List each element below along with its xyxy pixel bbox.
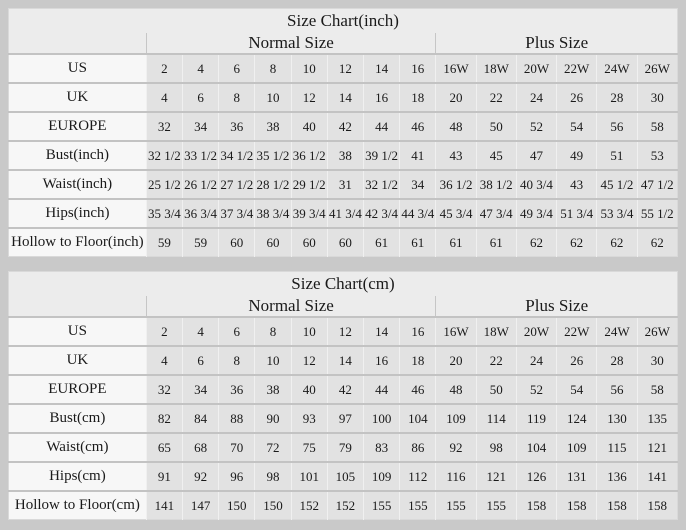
size-cell: 26W	[637, 54, 678, 83]
size-cell: 45 1/2	[597, 170, 637, 199]
size-cell: 48	[436, 375, 476, 404]
size-chart-inch-section	[8, 8, 678, 257]
size-cell: 12	[291, 83, 327, 112]
row-label: EUROPE	[9, 112, 147, 141]
size-cell: 38	[255, 375, 291, 404]
size-cell: 36 3/4	[182, 199, 218, 228]
size-cell: 22W	[557, 317, 597, 346]
size-cell: 4	[183, 317, 219, 346]
size-cell: 20W	[516, 54, 556, 83]
size-cell: 25 1/2	[146, 170, 182, 199]
size-cell: 34 1/2	[219, 141, 255, 170]
size-cell: 42 3/4	[364, 199, 400, 228]
size-cell: 155	[364, 491, 400, 520]
size-cell: 70	[219, 433, 255, 462]
size-cell: 44	[364, 375, 400, 404]
row-label: Bust(inch)	[9, 141, 147, 170]
size-cell: 60	[219, 228, 255, 257]
size-cell: 30	[637, 346, 677, 375]
row-label: Waist(inch)	[9, 170, 147, 199]
size-cell: 105	[327, 462, 363, 491]
size-cell: 119	[516, 404, 556, 433]
group-header-normal: Normal Size	[146, 33, 436, 54]
size-cell: 52	[516, 375, 556, 404]
size-cell: 35 3/4	[146, 199, 182, 228]
size-cell: 40	[291, 375, 327, 404]
size-cell: 41	[400, 141, 436, 170]
size-cell: 62	[597, 228, 637, 257]
table-row	[9, 317, 678, 346]
size-cell: 22W	[557, 54, 597, 83]
table-row	[9, 346, 678, 375]
size-cell: 2	[146, 54, 182, 83]
size-cell: 150	[255, 491, 291, 520]
table-row	[9, 54, 678, 83]
size-cell: 79	[327, 433, 363, 462]
size-cell: 20	[436, 83, 476, 112]
size-cell: 53	[637, 141, 678, 170]
size-cell: 26W	[637, 317, 677, 346]
size-cell: 2	[146, 317, 182, 346]
table-row	[9, 83, 678, 112]
size-cell: 55 1/2	[637, 199, 678, 228]
size-cell: 158	[597, 491, 637, 520]
size-cell: 4	[146, 83, 182, 112]
size-cell: 20W	[516, 317, 556, 346]
size-cell: 51	[597, 141, 637, 170]
size-cell: 34	[182, 112, 218, 141]
size-cell: 8	[219, 346, 255, 375]
table-row	[9, 462, 678, 491]
size-cell: 126	[516, 462, 556, 491]
size-cell: 61	[436, 228, 476, 257]
size-cell: 59	[182, 228, 218, 257]
size-cell: 36	[219, 375, 255, 404]
size-cell: 130	[597, 404, 637, 433]
size-cell: 6	[183, 346, 219, 375]
size-cell: 38	[255, 112, 291, 141]
size-cell: 26	[557, 346, 597, 375]
size-cell: 97	[327, 404, 363, 433]
row-label: Hips(cm)	[9, 462, 147, 491]
size-cell: 36	[219, 112, 255, 141]
size-cell: 121	[637, 433, 677, 462]
size-cell: 43	[436, 141, 476, 170]
size-cell: 4	[146, 346, 182, 375]
row-label: EUROPE	[9, 375, 147, 404]
table-row	[9, 375, 678, 404]
size-cell: 114	[476, 404, 516, 433]
size-cell: 101	[291, 462, 327, 491]
size-cell: 18	[400, 83, 436, 112]
size-cell: 109	[364, 462, 400, 491]
corner-cell	[9, 296, 147, 317]
table-title: Size Chart(cm)	[9, 272, 678, 297]
size-cell: 12	[327, 54, 363, 83]
size-cell: 88	[219, 404, 255, 433]
size-cell: 16	[364, 346, 400, 375]
size-cell: 8	[255, 54, 291, 83]
size-cell: 16W	[436, 317, 476, 346]
size-cell: 47	[516, 141, 556, 170]
row-label: Hollow to Floor(cm)	[9, 491, 147, 520]
row-label: Bust(cm)	[9, 404, 147, 433]
size-cell: 36 1/2	[291, 141, 327, 170]
size-cell: 6	[182, 83, 218, 112]
size-cell: 61	[476, 228, 516, 257]
size-cell: 36 1/2	[436, 170, 476, 199]
size-cell: 92	[436, 433, 476, 462]
size-cell: 65	[146, 433, 182, 462]
size-cell: 93	[291, 404, 327, 433]
size-cell: 43	[557, 170, 597, 199]
size-cell: 92	[183, 462, 219, 491]
size-cell: 14	[327, 346, 363, 375]
size-cell: 112	[400, 462, 436, 491]
size-cell: 20	[436, 346, 476, 375]
size-cell: 58	[637, 112, 678, 141]
size-cell: 53 3/4	[597, 199, 637, 228]
row-label: US	[9, 54, 147, 83]
size-cell: 49 3/4	[516, 199, 556, 228]
size-cell: 152	[327, 491, 363, 520]
group-header-normal: Normal Size	[146, 296, 436, 317]
size-cell: 56	[597, 112, 637, 141]
size-cell: 60	[327, 228, 363, 257]
title-row	[9, 272, 678, 297]
size-cell: 33 1/2	[182, 141, 218, 170]
size-cell: 91	[146, 462, 182, 491]
size-cell: 58	[637, 375, 677, 404]
size-cell: 83	[364, 433, 400, 462]
size-cell: 32	[146, 112, 182, 141]
size-cell: 121	[476, 462, 516, 491]
size-cell: 16	[400, 54, 436, 83]
size-cell: 32	[146, 375, 182, 404]
size-cell: 10	[291, 54, 327, 83]
size-cell: 34	[183, 375, 219, 404]
size-cell: 38 1/2	[476, 170, 516, 199]
size-table	[8, 271, 678, 520]
size-cell: 141	[146, 491, 182, 520]
size-cell: 37 3/4	[219, 199, 255, 228]
size-cell: 14	[364, 317, 400, 346]
size-cell: 48	[436, 112, 476, 141]
size-cell: 46	[400, 375, 436, 404]
size-cell: 86	[400, 433, 436, 462]
size-cell: 147	[183, 491, 219, 520]
size-chart-cm-section	[8, 271, 678, 520]
size-cell: 45	[476, 141, 516, 170]
row-label: US	[9, 317, 147, 346]
size-cell: 158	[516, 491, 556, 520]
size-cell: 82	[146, 404, 182, 433]
size-cell: 56	[597, 375, 637, 404]
table-row	[9, 228, 678, 257]
size-cell: 22	[476, 83, 516, 112]
title-row	[9, 9, 678, 34]
size-cell: 32 1/2	[364, 170, 400, 199]
size-cell: 28	[597, 346, 637, 375]
size-cell: 26 1/2	[182, 170, 218, 199]
size-cell: 39 1/2	[364, 141, 400, 170]
size-cell: 44	[364, 112, 400, 141]
table-title: Size Chart(inch)	[9, 9, 678, 34]
size-cell: 38 3/4	[255, 199, 291, 228]
corner-cell	[9, 33, 147, 54]
size-cell: 31	[327, 170, 363, 199]
table-row	[9, 199, 678, 228]
size-cell: 124	[557, 404, 597, 433]
size-cell: 52	[516, 112, 556, 141]
group-header-row	[9, 33, 678, 54]
size-cell: 51 3/4	[557, 199, 597, 228]
row-label: Waist(cm)	[9, 433, 147, 462]
size-cell: 96	[219, 462, 255, 491]
size-cell: 8	[219, 83, 255, 112]
size-cell: 16W	[436, 54, 476, 83]
size-cell: 50	[476, 112, 516, 141]
size-cell: 6	[219, 317, 255, 346]
size-cell: 109	[436, 404, 476, 433]
table-row	[9, 141, 678, 170]
group-header-row	[9, 296, 678, 317]
size-cell: 98	[255, 462, 291, 491]
size-cell: 24	[516, 83, 556, 112]
size-cell: 29 1/2	[291, 170, 327, 199]
size-cell: 68	[183, 433, 219, 462]
size-cell: 8	[255, 317, 291, 346]
size-cell: 28	[597, 83, 637, 112]
size-cell: 40 3/4	[516, 170, 556, 199]
size-cell: 28 1/2	[255, 170, 291, 199]
size-cell: 32 1/2	[146, 141, 182, 170]
size-cell: 116	[436, 462, 476, 491]
size-cell: 158	[637, 491, 677, 520]
size-cell: 24	[516, 346, 556, 375]
size-cell: 60	[255, 228, 291, 257]
size-cell: 49	[557, 141, 597, 170]
size-cell: 40	[291, 112, 327, 141]
size-cell: 54	[557, 375, 597, 404]
group-header-plus: Plus Size	[436, 296, 678, 317]
size-cell: 18W	[476, 54, 516, 83]
size-cell: 45 3/4	[436, 199, 476, 228]
size-cell: 141	[637, 462, 677, 491]
group-header-plus: Plus Size	[436, 33, 678, 54]
size-cell: 47 1/2	[637, 170, 678, 199]
size-cell: 61	[364, 228, 400, 257]
size-cell: 46	[400, 112, 436, 141]
size-cell: 109	[557, 433, 597, 462]
size-cell: 12	[291, 346, 327, 375]
size-table	[8, 8, 678, 257]
size-cell: 50	[476, 375, 516, 404]
size-cell: 155	[400, 491, 436, 520]
size-cell: 47 3/4	[476, 199, 516, 228]
size-cell: 14	[327, 83, 363, 112]
size-cell: 42	[327, 375, 363, 404]
size-cell: 10	[291, 317, 327, 346]
size-cell: 35 1/2	[255, 141, 291, 170]
size-cell: 12	[327, 317, 363, 346]
size-cell: 6	[219, 54, 255, 83]
size-cell: 136	[597, 462, 637, 491]
row-label: Hips(inch)	[9, 199, 147, 228]
size-cell: 84	[183, 404, 219, 433]
size-cell: 30	[637, 83, 678, 112]
size-cell: 27 1/2	[219, 170, 255, 199]
table-row	[9, 112, 678, 141]
size-cell: 24W	[597, 317, 637, 346]
size-cell: 98	[476, 433, 516, 462]
size-cell: 100	[364, 404, 400, 433]
size-cell: 59	[146, 228, 182, 257]
size-cell: 38	[327, 141, 363, 170]
size-cell: 18	[400, 346, 436, 375]
size-cell: 42	[327, 112, 363, 141]
size-cell: 104	[516, 433, 556, 462]
size-cell: 75	[291, 433, 327, 462]
size-cell: 131	[557, 462, 597, 491]
table-row	[9, 491, 678, 520]
size-cell: 60	[291, 228, 327, 257]
size-cell: 16	[400, 317, 436, 346]
size-cell: 155	[436, 491, 476, 520]
size-cell: 44 3/4	[400, 199, 436, 228]
size-cell: 18W	[476, 317, 516, 346]
size-cell: 90	[255, 404, 291, 433]
size-cell: 54	[557, 112, 597, 141]
size-cell: 62	[637, 228, 678, 257]
size-cell: 135	[637, 404, 677, 433]
size-cell: 10	[255, 346, 291, 375]
row-label: Hollow to Floor(inch)	[9, 228, 147, 257]
table-row	[9, 404, 678, 433]
size-cell: 158	[557, 491, 597, 520]
size-cell: 104	[400, 404, 436, 433]
size-cell: 26	[557, 83, 597, 112]
row-label: UK	[9, 346, 147, 375]
size-cell: 16	[364, 83, 400, 112]
size-cell: 62	[516, 228, 556, 257]
size-cell: 72	[255, 433, 291, 462]
size-cell: 152	[291, 491, 327, 520]
size-cell: 41 3/4	[327, 199, 363, 228]
size-cell: 150	[219, 491, 255, 520]
table-row	[9, 433, 678, 462]
size-cell: 155	[476, 491, 516, 520]
size-cell: 4	[182, 54, 218, 83]
size-cell: 39 3/4	[291, 199, 327, 228]
size-cell: 62	[557, 228, 597, 257]
size-cell: 22	[476, 346, 516, 375]
table-row	[9, 170, 678, 199]
size-cell: 34	[400, 170, 436, 199]
size-cell: 115	[597, 433, 637, 462]
size-cell: 24W	[597, 54, 637, 83]
size-cell: 61	[400, 228, 436, 257]
row-label: UK	[9, 83, 147, 112]
size-cell: 10	[255, 83, 291, 112]
size-cell: 14	[364, 54, 400, 83]
